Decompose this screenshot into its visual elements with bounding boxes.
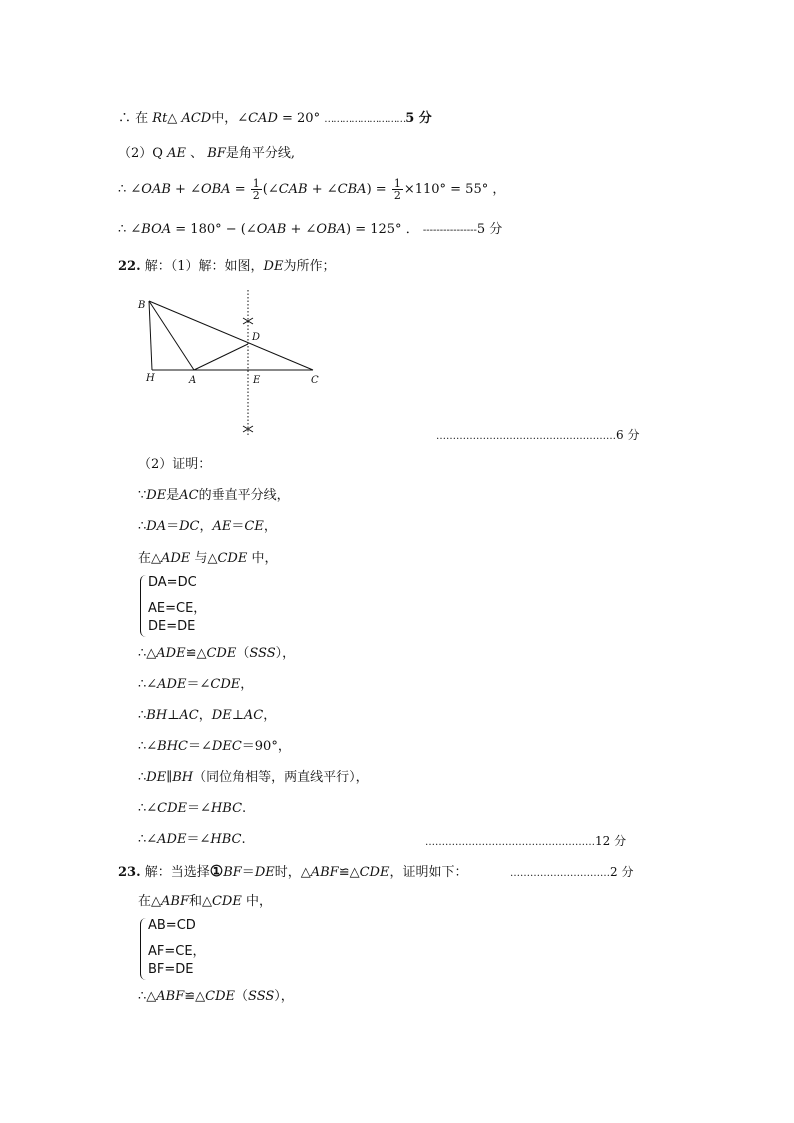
text: + ∠ xyxy=(170,182,201,197)
var: OAB xyxy=(256,222,287,237)
var: BHC xyxy=(157,739,189,754)
text: 的垂直平分线， xyxy=(198,488,290,503)
var: OAB xyxy=(141,182,171,197)
system-row: DA=DC xyxy=(148,575,197,590)
line-right-angles xyxy=(138,738,291,756)
line-rt-acd xyxy=(118,110,432,129)
text: ⊥ xyxy=(231,708,244,723)
text: + ∠ xyxy=(286,222,317,237)
segment-bh xyxy=(149,301,152,370)
var: BF xyxy=(223,865,242,880)
var: AE xyxy=(212,519,232,534)
text: ＝90°， xyxy=(241,739,291,754)
var: BH xyxy=(172,770,194,785)
var: ADE xyxy=(157,832,187,847)
var: DE xyxy=(254,865,275,880)
score: 5 分 xyxy=(405,111,432,126)
denominator: 2 xyxy=(252,189,260,202)
text: ＝ xyxy=(231,519,245,534)
var: AC xyxy=(179,488,199,503)
var: AC xyxy=(243,708,264,723)
text: 和△ xyxy=(188,894,212,909)
var: DE xyxy=(146,488,167,503)
leader-dots: ……………………… xyxy=(324,114,406,125)
text: ∴ 在 xyxy=(118,111,149,126)
text: 是角平分线, xyxy=(225,146,295,161)
text: ）， xyxy=(274,989,294,1004)
text: ×110° = 55° ， xyxy=(403,182,506,197)
label-a: A xyxy=(189,375,197,386)
score: 12 分 xyxy=(595,834,627,848)
line-perpendiculars xyxy=(138,707,276,725)
text: ＝∠ xyxy=(186,677,211,692)
text: △ xyxy=(167,111,178,126)
text: ) = 125° ． xyxy=(346,222,419,237)
text: . xyxy=(241,832,246,847)
var: BF xyxy=(207,146,226,161)
text: 中，∠ xyxy=(211,111,249,126)
line-angle-ade-cde xyxy=(138,676,253,694)
score-line-17 xyxy=(425,832,626,849)
var: AE xyxy=(167,146,186,161)
text: （2）证明： xyxy=(138,457,212,472)
label-c: C xyxy=(311,375,319,386)
text: ≌△ xyxy=(338,865,360,880)
text: ∴△ xyxy=(138,989,157,1004)
var: DC xyxy=(179,519,200,534)
var: ABF xyxy=(161,894,189,909)
line-angle-ade-hbc xyxy=(138,831,246,849)
text: ，证明如下： xyxy=(389,865,468,880)
brace xyxy=(140,918,146,980)
var: CAD xyxy=(248,111,278,126)
var: DA xyxy=(146,519,167,534)
line-angle-bisector xyxy=(118,145,295,163)
segment-ba xyxy=(149,301,194,370)
line-angle-cde-hbc xyxy=(138,800,246,818)
line-de-bisector xyxy=(138,487,290,505)
text: + ∠ xyxy=(307,182,338,197)
var: BH xyxy=(146,708,168,723)
fraction-half xyxy=(251,178,262,201)
system-row: AB=CD xyxy=(148,918,196,933)
var: CBA xyxy=(337,182,367,197)
label-b: B xyxy=(138,300,146,311)
var: CDE xyxy=(157,801,188,816)
text: ＝ xyxy=(241,865,255,880)
text: ∴∠ xyxy=(138,832,158,847)
text: 中， xyxy=(241,894,272,909)
var: HBC xyxy=(210,801,243,816)
equation-system-1 xyxy=(140,575,220,641)
score: 5 分 xyxy=(476,222,503,237)
system-row: AE=CE， xyxy=(148,601,207,616)
var: ADE xyxy=(157,677,187,692)
var: ADE xyxy=(156,646,186,661)
text: ∴ ∠ xyxy=(118,222,142,237)
var: SSS xyxy=(248,989,275,1004)
line-in-ade-cde xyxy=(138,550,277,568)
text: ， xyxy=(263,519,277,534)
line-congruent-1 xyxy=(138,645,295,663)
text: （ xyxy=(235,989,249,1004)
text: ， xyxy=(198,708,212,723)
var: CAB xyxy=(278,182,308,197)
text: ∴∠ xyxy=(138,677,158,692)
text: 在△ xyxy=(138,551,161,566)
text: ∴ xyxy=(138,519,147,534)
text: ＝∠ xyxy=(187,801,211,816)
var: BOA xyxy=(141,222,172,237)
score-line-18 xyxy=(510,863,633,880)
problem-number: 23. xyxy=(118,865,141,880)
var: CE xyxy=(244,519,264,534)
line-in-abf-cde xyxy=(138,893,272,911)
score: 2 分 xyxy=(610,865,634,879)
text: ∴∠ xyxy=(138,739,158,754)
var: OBA xyxy=(316,222,347,237)
text: ， xyxy=(240,677,254,692)
text: ＝∠ xyxy=(186,832,211,847)
text: ⊥ xyxy=(167,708,180,723)
text: Q xyxy=(152,146,163,161)
var: ABF xyxy=(310,865,339,880)
line-da-dc xyxy=(138,518,277,536)
geometry-figure xyxy=(135,288,335,438)
text: . xyxy=(242,801,247,816)
text: ∴△ xyxy=(138,646,157,661)
system-row: BF=DE xyxy=(148,962,194,977)
var: AC xyxy=(179,708,199,723)
text: 时，△ xyxy=(274,865,311,880)
score-line-6 xyxy=(436,426,639,443)
text: 与△ xyxy=(190,551,218,566)
text: 中， xyxy=(247,551,278,566)
leader-dots: ……………………………………………… xyxy=(436,431,616,442)
problem-22-heading xyxy=(118,258,335,276)
line-parallel xyxy=(138,769,369,787)
fraction-half xyxy=(392,178,403,201)
text: （2） xyxy=(118,146,153,161)
var: CDE xyxy=(211,894,242,909)
segment-ad xyxy=(194,344,248,370)
var: DE xyxy=(146,770,167,785)
text: = 180° − (∠ xyxy=(171,222,257,237)
label-e: E xyxy=(253,375,261,386)
var: CDE xyxy=(210,677,241,692)
leader-dots: …………………………………………… xyxy=(425,837,595,848)
text: 为所作； xyxy=(283,259,336,274)
var: ABF xyxy=(156,989,185,1004)
var: Rt xyxy=(152,111,168,126)
text: ≌△ xyxy=(185,646,207,661)
var: CDE xyxy=(359,865,390,880)
leader-dots: ………………………… xyxy=(510,868,610,879)
text: 、 xyxy=(185,146,204,161)
system-row: AF=CE， xyxy=(148,944,206,959)
var: DEC xyxy=(211,739,242,754)
text: （ xyxy=(236,646,250,661)
text: ＝∠ xyxy=(188,739,212,754)
proof-heading xyxy=(138,456,211,474)
system-row: DE=DE xyxy=(148,619,196,634)
text: ) = xyxy=(366,182,387,197)
segment-bc xyxy=(149,301,313,370)
text: ≌△ xyxy=(184,989,206,1004)
leader-dots: ---------------- xyxy=(422,225,477,236)
numerator: 1 xyxy=(393,177,401,190)
text: = 20° xyxy=(277,111,321,126)
line-half-sum xyxy=(118,178,505,201)
equation-system-2 xyxy=(140,918,220,984)
var: HBC xyxy=(210,832,242,847)
numerator: 1 xyxy=(252,177,260,190)
text: ∥ xyxy=(166,770,173,785)
var: ACD xyxy=(181,111,212,126)
var: OBA xyxy=(200,182,231,197)
score: 6 分 xyxy=(616,428,640,442)
line-congruent-2 xyxy=(138,988,294,1006)
problem-number: 22. xyxy=(118,259,141,274)
text: 是 xyxy=(166,488,180,503)
text: ， xyxy=(263,708,277,723)
var: CDE xyxy=(205,989,235,1004)
text: ∵ xyxy=(138,488,147,503)
text: ＝ xyxy=(166,519,180,534)
denominator: 2 xyxy=(393,189,401,202)
text: ）， xyxy=(275,646,296,661)
var: SSS xyxy=(249,646,276,661)
text: （同位角相等，两直线平行）， xyxy=(193,770,369,785)
text: ， xyxy=(199,519,213,534)
text: ∴∠ xyxy=(138,801,158,816)
text: ∴ xyxy=(138,770,147,785)
text: = xyxy=(230,182,246,197)
text: 在△ xyxy=(138,894,161,909)
text: (∠ xyxy=(262,182,279,197)
var: DE xyxy=(263,259,284,274)
line-angle-boa xyxy=(118,221,502,240)
text: 解：当选择 xyxy=(140,865,210,880)
var: CDE xyxy=(206,646,237,661)
problem-23-heading xyxy=(118,862,467,882)
var: DE xyxy=(211,708,232,723)
var: CDE xyxy=(217,551,248,566)
label-h: H xyxy=(146,373,155,384)
label-d: D xyxy=(252,332,261,343)
text: ∴ xyxy=(138,708,147,723)
circled-one: ① xyxy=(209,862,224,880)
var: ADE xyxy=(161,551,191,566)
brace xyxy=(140,575,146,637)
text: ∴ ∠ xyxy=(118,182,142,197)
text: 解：（1）解：如图， xyxy=(140,259,264,274)
